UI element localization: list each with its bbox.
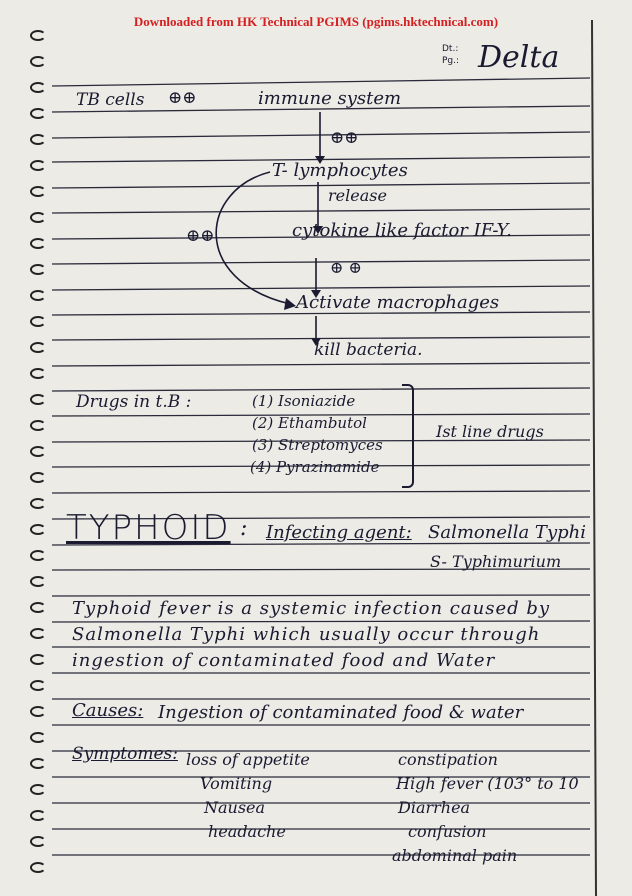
- binding-ring: [30, 212, 46, 223]
- binding-ring: [30, 628, 46, 639]
- causes-value: Ingestion of contaminated food & water: [158, 702, 524, 723]
- binding-ring: [30, 446, 46, 457]
- binding-ring: [30, 186, 46, 197]
- binding-ring: [30, 706, 46, 717]
- binding-ring: [30, 368, 46, 379]
- activate-macrophages-label: Activate macrophages: [296, 292, 500, 313]
- binding-ring: [30, 56, 46, 67]
- binding-ring: [30, 472, 46, 483]
- drug-item: (3) Streptomyces: [252, 436, 383, 454]
- plus-signs: ⊕⊕: [186, 226, 215, 246]
- symptoms-label: Symptomes:: [72, 744, 178, 764]
- cytokine-label: cytokine like factor IF-Y.: [292, 220, 512, 241]
- description-line: ingestion of contaminated food and Water: [72, 650, 496, 671]
- symptom-item: headache: [208, 822, 286, 841]
- grouping-brace: [402, 384, 414, 488]
- binding-ring: [30, 108, 46, 119]
- first-line-note: Ist line drugs: [436, 422, 544, 441]
- binding-ring: [30, 602, 46, 613]
- binding-ring: [30, 810, 46, 821]
- symptom-item: confusion: [408, 822, 487, 841]
- tb-cells-label: TB cells: [76, 90, 145, 110]
- drug-item: (2) Ethambutol: [252, 414, 367, 432]
- binding-ring: [30, 862, 46, 873]
- binding-ring: [30, 680, 46, 691]
- plus-signs: ⊕⊕: [168, 88, 197, 108]
- agent-value: Salmonella Typhi: [428, 522, 586, 543]
- t-lymphocytes-label: T- lymphocytes: [272, 160, 408, 181]
- symptom-item: High fever (103° to 10: [396, 774, 579, 793]
- kill-bacteria-label: kill bacteria.: [314, 340, 423, 360]
- binding-ring: [30, 732, 46, 743]
- typhoid-heading: TYPHOID: [66, 508, 231, 548]
- date-label: Dt.:: [442, 44, 459, 54]
- binding-ring: [30, 498, 46, 509]
- binding-ring: [30, 758, 46, 769]
- symptom-item: loss of appetite: [186, 750, 310, 769]
- binding-ring: [30, 654, 46, 665]
- binding-ring: [30, 30, 46, 41]
- binding-ring: [30, 316, 46, 327]
- symptom-item: abdominal pain: [392, 846, 518, 865]
- drug-item: (1) Isoniazide: [252, 392, 356, 410]
- page-label: Pg.:: [442, 56, 460, 66]
- binding-ring: [30, 524, 46, 535]
- symptom-item: Vomiting: [200, 774, 273, 793]
- description-line: Typhoid fever is a systemic infection caused by: [72, 598, 551, 619]
- symptom-item: constipation: [398, 750, 498, 769]
- symptom-item: Diarrhea: [398, 798, 471, 817]
- binding-ring: [30, 134, 46, 145]
- drugs-label: Drugs in t.B :: [76, 392, 192, 412]
- download-banner[interactable]: Downloaded from HK Technical PGIMS (pgims.hktechnical.com): [133, 14, 499, 29]
- agent-value-2: S- Typhimurium: [430, 552, 562, 571]
- infecting-agent-label: Infecting agent:: [266, 522, 412, 543]
- binding-ring: [30, 238, 46, 249]
- description-line: Salmonella Typhi which usually occur through: [72, 624, 541, 645]
- heading-colon: :: [240, 516, 248, 541]
- binding-ring: [30, 82, 46, 93]
- binding-ring: [30, 576, 46, 587]
- immune-system-label: immune system: [258, 88, 402, 109]
- binding-ring: [30, 784, 46, 795]
- binding-ring: [30, 342, 46, 353]
- symptom-item: Nausea: [204, 798, 266, 817]
- binding-ring: [30, 836, 46, 847]
- release-label: release: [328, 186, 387, 205]
- binding-ring: [30, 550, 46, 561]
- drug-item: (4) Pyrazinamide: [250, 458, 380, 476]
- plus-signs: ⊕ ⊕: [330, 258, 362, 277]
- binding-ring: [30, 290, 46, 301]
- brand-logo: Delta: [478, 40, 560, 75]
- binding-ring: [30, 394, 46, 405]
- plus-signs: ⊕⊕: [330, 128, 359, 148]
- binding-ring: [30, 160, 46, 171]
- binding-ring: [30, 420, 46, 431]
- binding-ring: [30, 264, 46, 275]
- causes-label: Causes:: [72, 700, 144, 721]
